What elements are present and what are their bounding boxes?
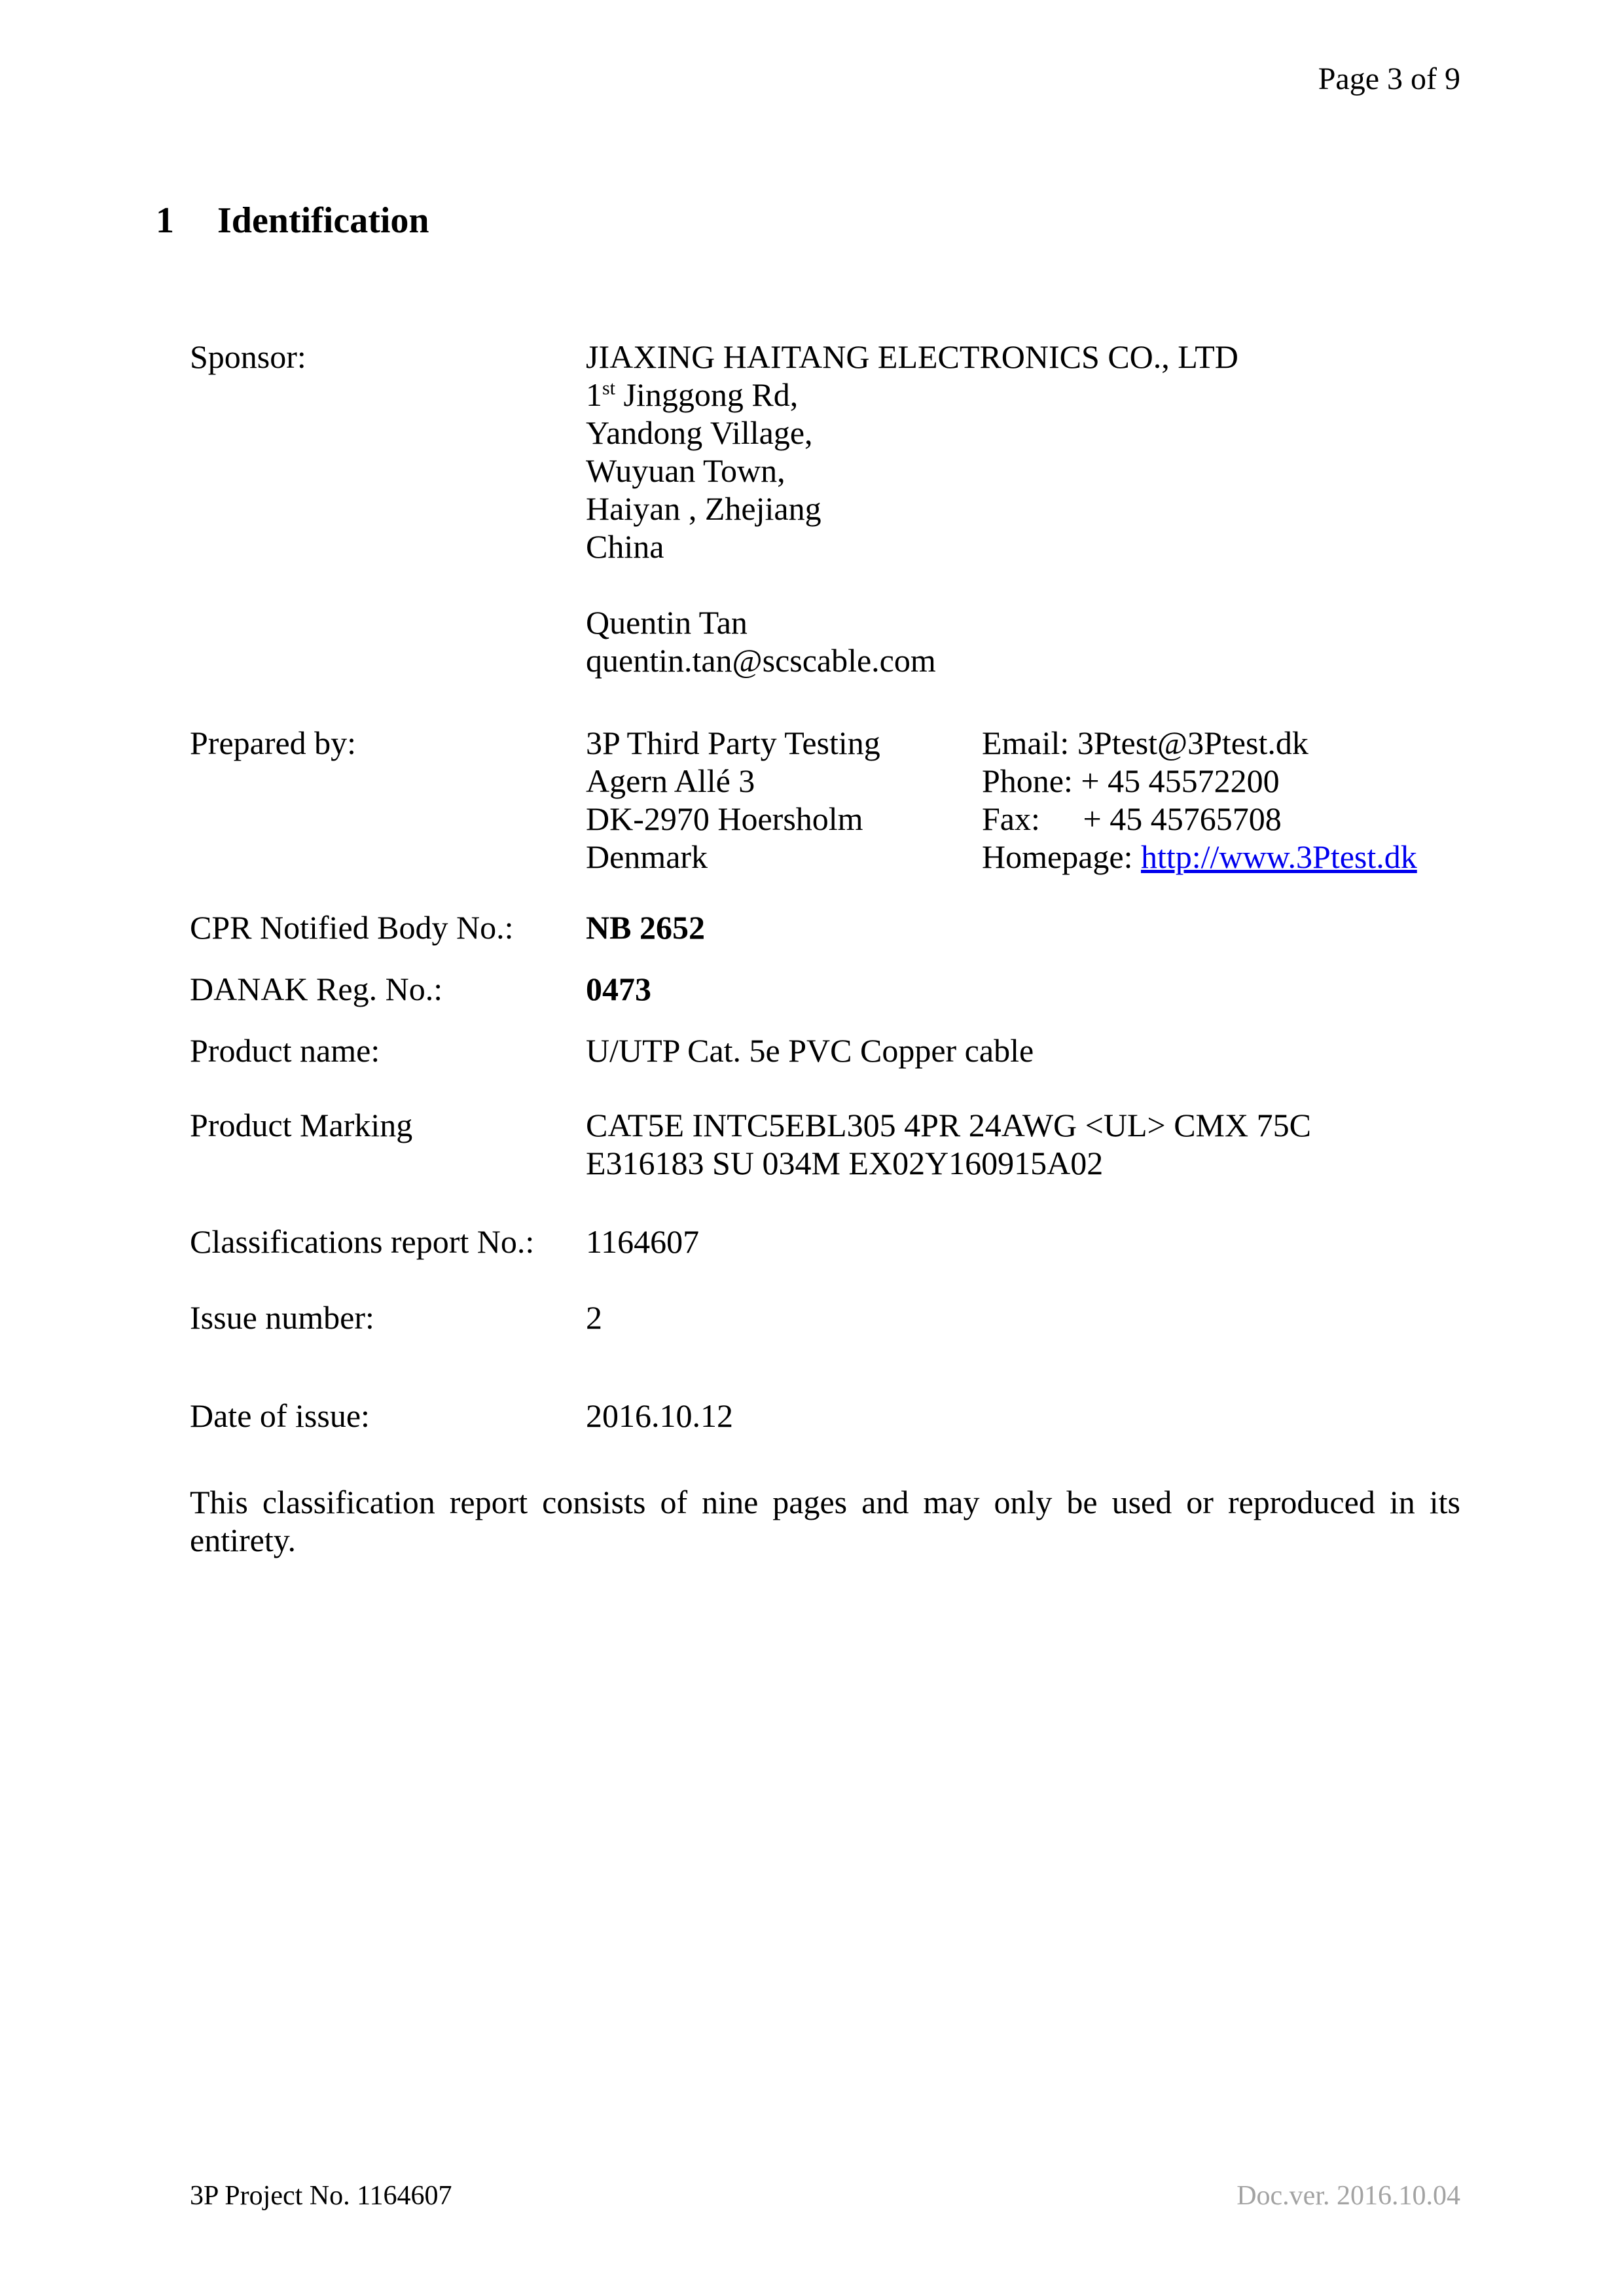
issue-number-label: Issue number: [190,1299,374,1336]
prepared-by-address-line: DK-2970 Hoersholm [586,800,863,837]
sponsor-address-line: Haiyan , Zhejiang [586,490,821,527]
sponsor-contact-email: quentin.tan@scscable.com [586,642,936,679]
spacer [586,565,1460,603]
report-no-label: Classifications report No.: [190,1223,535,1260]
prepared-by-address [586,724,982,876]
report-no-value: 1164607 [586,1223,700,1260]
phone-value: + 45 45572200 [1081,762,1280,799]
prepared-by-address-line: Agern Allé 3 [586,762,755,799]
field-row-product-marking [190,1106,1460,1182]
field-row-cpr-notified-body [190,908,1460,946]
sponsor-address-street [586,376,1460,414]
field-row-product-name [190,1031,1460,1069]
page-header [190,0,1460,96]
section-title: Identification [217,200,429,241]
footer-project-no: 3P Project No. 1164607 [190,2181,452,2211]
field-row-report-no [190,1223,1460,1261]
prepared-by-address-line: Denmark [586,838,708,875]
street-name: Jinggong Rd, [615,376,799,413]
field-row-danak-reg-no [190,970,1460,1008]
date-of-issue-value: 2016.10.12 [586,1397,733,1434]
contact-email-line [982,724,1460,762]
contact-phone-line [982,762,1460,800]
field-row-issue-number [190,1299,1460,1336]
product-name-value: U/UTP Cat. 5e PVC Copper cable [586,1032,1034,1069]
product-marking-line: E316183 SU 034M EX02Y160915A02 [586,1145,1104,1181]
fax-value: + 45 45765708 [1083,800,1282,837]
issue-number-value: 2 [586,1299,602,1336]
section-number: 1 [156,200,174,241]
prepared-by-value [586,724,1460,876]
sponsor-value [586,338,1460,679]
section-heading [156,199,1460,242]
sponsor-address-line: Yandong Village, [586,414,813,451]
date-of-issue-label: Date of issue: [190,1397,370,1434]
cpr-label: CPR Notified Body No.: [190,909,514,946]
field-row-sponsor [190,338,1460,679]
footer-doc-version: Doc.ver. 2016.10.04 [1236,2181,1460,2211]
page-number: Page 3 of 9 [1318,62,1460,96]
field-row-date-of-issue [190,1397,1460,1435]
contact-homepage-line [982,838,1460,876]
product-marking-value [586,1106,1460,1182]
street-number: 1 [586,376,602,413]
danak-label: DANAK Reg. No.: [190,971,443,1007]
fax-label: Fax: [982,800,1040,837]
phone-label: Phone: [982,762,1073,799]
sponsor-address-line: China [586,528,664,565]
sponsor-label: Sponsor: [190,338,306,375]
cpr-value: NB 2652 [586,909,705,946]
ordinal-suffix: st [602,377,616,399]
product-marking-label: Product Marking [190,1107,413,1143]
field-row-prepared-by [190,724,1460,876]
prepared-by-contact [982,724,1460,876]
entirety-note: This classification report consists of nine pages and may only be used or reproduced in its entirety. [190,1484,1460,1558]
product-marking-line: CAT5E INTC5EBL305 4PR 24AWG <UL> CMX 75C [586,1107,1311,1143]
prepared-by-address-line: 3P Third Party Testing [586,725,880,761]
sponsor-contact-name: Quentin Tan [586,604,748,641]
email-value: 3Ptest@3Ptest.dk [1077,725,1308,761]
email-label: Email: [982,725,1070,761]
page-footer [190,2179,1460,2212]
danak-value: 0473 [586,971,651,1007]
sponsor-address-line: Wuyuan Town, [586,452,785,489]
product-name-label: Product name: [190,1032,380,1069]
homepage-label: Homepage: [982,838,1133,875]
homepage-link[interactable]: http://www.3Ptest.dk [1140,838,1417,875]
contact-fax-line [982,800,1460,838]
sponsor-company: JIAXING HAITANG ELECTRONICS CO., LTD [586,338,1238,375]
prepared-by-label: Prepared by: [190,725,357,761]
